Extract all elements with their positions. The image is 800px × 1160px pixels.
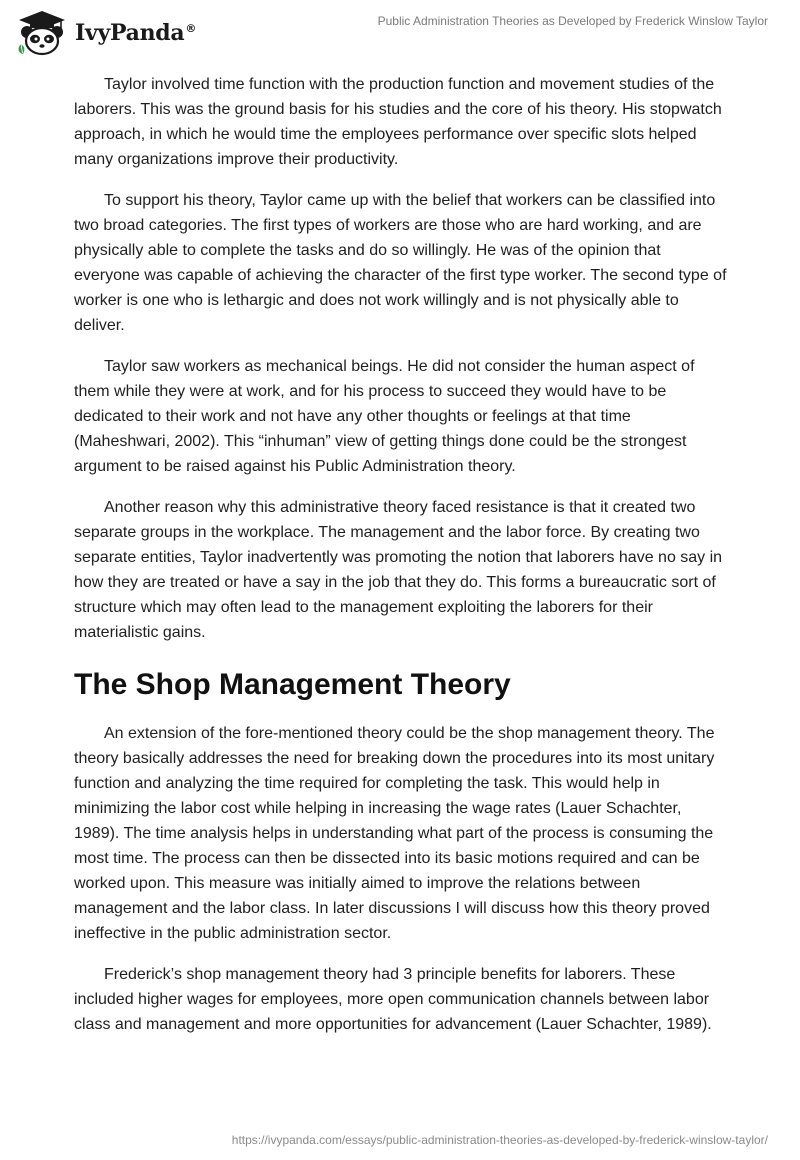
source-url[interactable]: https://ivypanda.com/essays/public-administration-theories-as-developed-by-frederick-winslow-taylor/: [231, 1133, 768, 1147]
paragraph: Taylor involved time function with the production function and movement studies of the laborers. This was the ground basis for his studies and the core of his theory. His stopwatch approach, in which he would time the employees performance over specific slots helped many organizations improve their productivity.: [74, 76, 722, 168]
logo-wordmark: [75, 20, 196, 46]
ivypanda-logo[interactable]: [15, 8, 196, 56]
section-heading: The Shop Management Theory: [74, 668, 511, 701]
paragraph: To support his theory, Taylor came up with the belief that workers can be classified into two broad categories. The first types of workers are those who are hard working, and are physically able to complete the tasks and do so willingly. He was of the opinion that everyone was capable of achieving the character of the first type worker. The second type of worker is one who is lethargic and does not work willingly and is not physically able to deliver.: [74, 192, 727, 334]
logo-text: IvyPanda: [75, 20, 185, 46]
paragraph: An extension of the fore-mentioned theory could be the shop management theory. The theory basically addresses the need for breaking down the procedures into its most unitary function and analyzing the time required for completing the task. This would help in minimizing the labor cost while helping in increasing the wage rates (Lauer Schachter, 1989). The time analysis helps in understanding what part of the process is consuming the most time. The process can then be dissected into its basic motions required and can be worked upon. This measure was initially aimed to improve the relations between management and the labor class. In later discussions I will discuss how this theory proved ineffective in the public administration sector.: [74, 725, 715, 942]
document-title: Public Administration Theories as Developed by Frederick Winslow Taylor: [377, 14, 768, 28]
essay-body: [74, 72, 728, 1053]
paragraph: Another reason why this administrative theory faced resistance is that it created two separate groups in the workplace. The management and the labor force. By creating two separate entities, Taylor inadvertently was promoting the notion that laborers have no say in how they are treated or have a say in the job that they do. This forms a bureaucratic sort of structure which may often lead to the management exploiting the laborers for their materialistic gains.: [74, 499, 723, 641]
panda-graduate-logo-icon: [15, 8, 69, 56]
paragraph: Frederick’s shop management theory had 3 principle benefits for laborers. These included higher wages for employees, more open communication channels between labor class and management and more opportunities for advancement (Lauer Schachter, 1989).: [74, 966, 712, 1033]
paragraph: Taylor saw workers as mechanical beings. He did not consider the human aspect of them while they were at work, and for his process to succeed they would have to be dedicated to their work and not have any other thoughts or feelings at that time (Maheshwari, 2002). This “inhuman” view of getting things done could be the strongest argument to be raised against his Public Administration theory.: [74, 358, 695, 475]
page-header: [0, 0, 800, 64]
registered-mark: ®: [185, 21, 197, 35]
